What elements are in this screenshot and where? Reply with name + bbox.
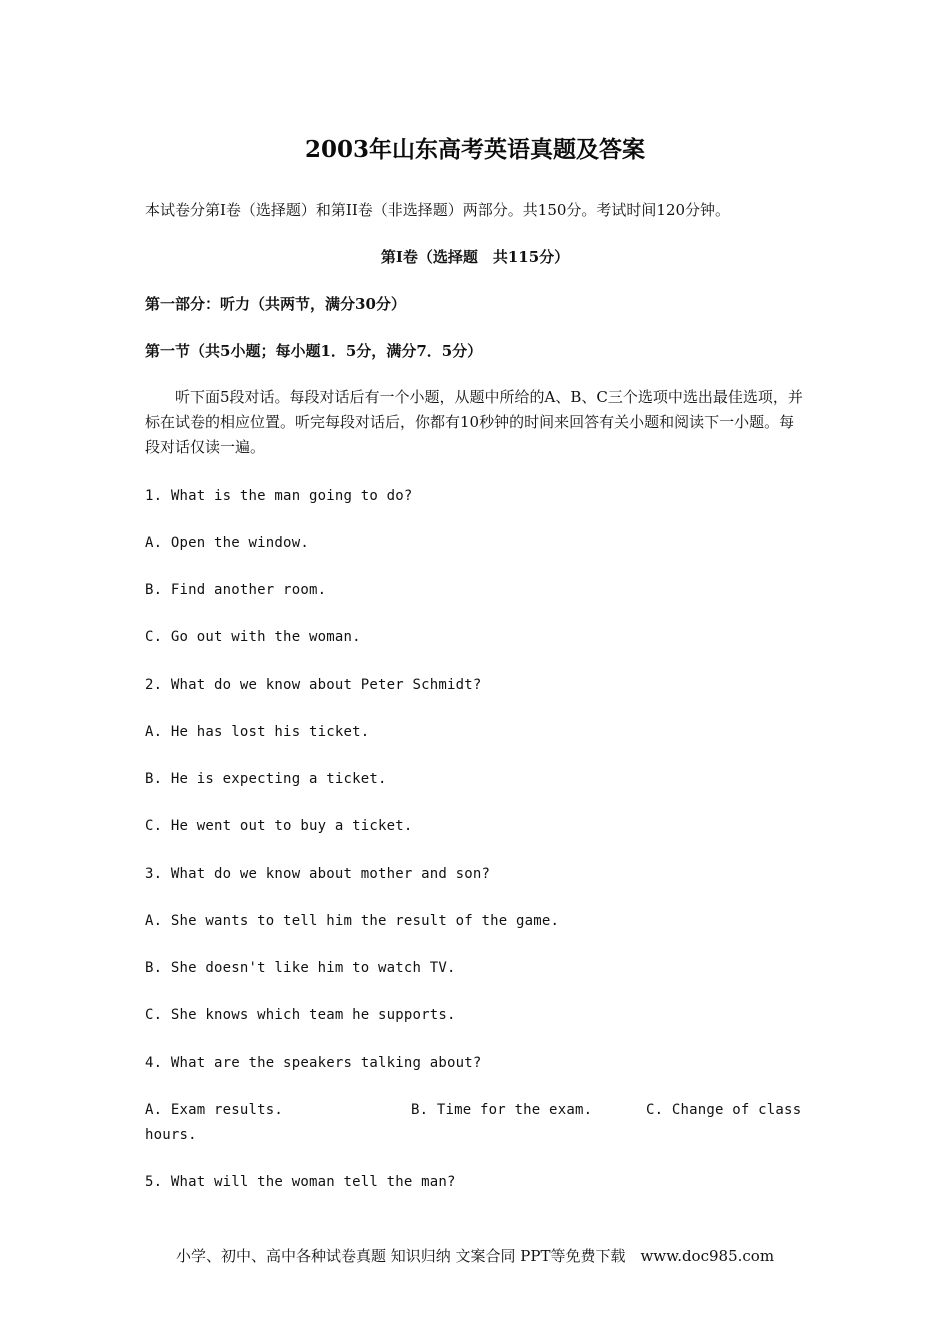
question-2: 2. What do we know about Peter Schmidt? [145, 677, 482, 693]
q2-option-c: C. He went out to buy a ticket. [145, 818, 413, 834]
q3-option-b: B. She doesn't like him to watch TV. [145, 960, 456, 976]
document-title: 2003年山东高考英语真题及答案 [304, 136, 645, 163]
section-heading: 第一节（共5小题；每小题1．5分，满分7．5分） [145, 342, 483, 360]
exam-intro: 本试卷分第Ⅰ卷（选择题）和第II卷（非选择题）两部分。共150分。考试时间120分钟。 [145, 201, 731, 219]
q3-option-c: C. She knows which team he supports. [145, 1007, 456, 1023]
page-footer: 小学、初中、高中各种试卷真题 知识归纳 文案合同 PPT等免费下载 www.doc985.com [175, 1247, 775, 1265]
q4-option-b: B. Time for the exam. [411, 1102, 593, 1118]
q2-option-a: A. He has lost his ticket. [145, 724, 370, 740]
q1-option-b: B. Find another room. [145, 582, 327, 598]
listening-instructions: 听下面5段对话。每段对话后有一个小题，从题中所给的A、B、C三个选项中选出最佳选项，并标在试卷的相应位置。听完每段对话后，你都有10秒钟的时间来回答有关小题和阅读下一小题。每段对话仅读一遍。 [145, 388, 803, 456]
question-3: 3. What do we know about mother and son? [145, 866, 491, 882]
q4-option-a: A. Exam results. [145, 1102, 284, 1118]
q1-option-c: C. Go out with the woman. [145, 629, 361, 645]
question-1: 1. What is the man going to do? [145, 488, 413, 504]
q4-option-c-continued: hours. [145, 1127, 197, 1143]
question-5: 5. What will the woman tell the man? [145, 1174, 456, 1190]
q3-option-a: A. She wants to tell him the result of the game. [145, 913, 560, 929]
q4-option-c: C. Change of class [646, 1102, 802, 1118]
q2-option-b: B. He is expecting a ticket. [145, 771, 387, 787]
question-4: 4. What are the speakers talking about? [145, 1055, 482, 1071]
volume-heading: 第Ⅰ卷（选择题 共115分） [380, 248, 570, 266]
part-heading: 第一部分：听力（共两节，满分30分） [145, 295, 406, 313]
q1-option-a: A. Open the window. [145, 535, 309, 551]
